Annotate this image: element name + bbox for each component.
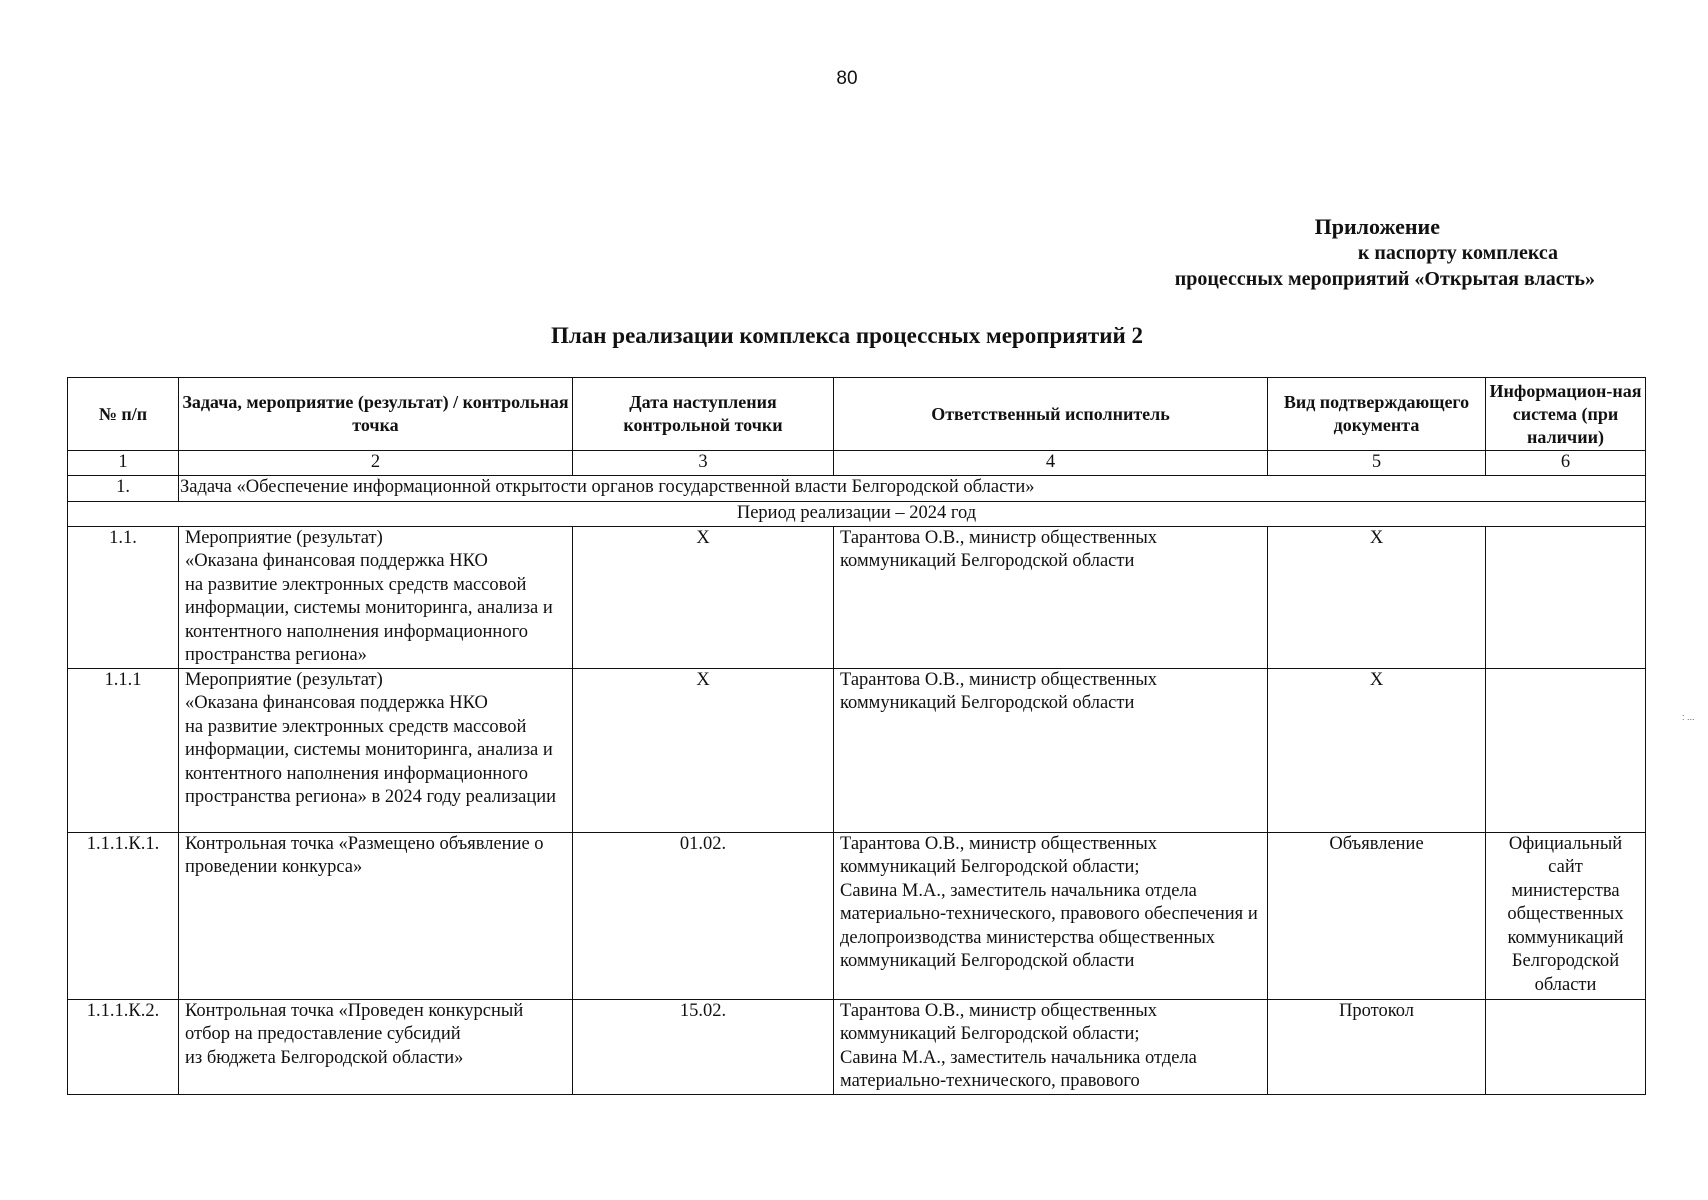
row-executor: Тарантова О.В., министр общественных коммуникаций Белгородской области; Савина М.А., заместитель начальника отдела материально-технического, правового обеспечения и делопроизводства министерства общественных коммуникаций Белгородской области	[834, 832, 1268, 999]
page-number: 80	[836, 68, 858, 89]
row-document: Объявление	[1268, 832, 1486, 999]
row-date: 01.02.	[573, 832, 834, 999]
header-document: Вид подтверждающего документа	[1268, 378, 1486, 451]
header-task: Задача, мероприятие (результат) / контрольная точка	[179, 378, 573, 451]
appendix-subtitle: к паспорту комплекса	[1357, 242, 1558, 264]
table-row	[68, 832, 1646, 999]
column-number: 2	[179, 451, 573, 476]
column-number: 3	[573, 451, 834, 476]
row-executor: Тарантова О.В., министр общественных коммуникаций Белгородской области	[834, 668, 1268, 832]
column-number: 5	[1268, 451, 1486, 476]
column-number: 1	[68, 451, 179, 476]
row-date: 15.02.	[573, 999, 834, 1094]
plan-title: План реализации комплекса процессных мероприятий 2	[551, 323, 1143, 348]
row-date: Х	[573, 526, 834, 668]
row-executor: Тарантова О.В., министр общественных коммуникаций Белгородской области	[834, 526, 1268, 668]
period-text: Период реализации – 2024 год	[68, 501, 1646, 526]
task-number: 1.	[68, 475, 179, 501]
header-system: Информацион-ная система (при наличии)	[1486, 378, 1646, 451]
row-number: 1.1.1.К.1.	[68, 832, 179, 999]
appendix-program: процессных мероприятий «Открытая власть»	[1174, 268, 1595, 290]
column-number: 6	[1486, 451, 1646, 476]
header-date: Дата наступления контрольной точки	[573, 378, 834, 451]
row-system: Официальный сайт министерства общественных коммуникаций Белгородской области	[1486, 832, 1646, 999]
table-row	[68, 999, 1646, 1094]
appendix-title: Приложение	[1314, 214, 1440, 239]
task-row	[68, 475, 1646, 501]
period-row	[68, 501, 1646, 526]
row-number: 1.1.1	[68, 668, 179, 832]
table-row	[68, 526, 1646, 668]
row-document: Х	[1268, 526, 1486, 668]
row-text: Контрольная точка «Проведен конкурсный отбор на предоставление субсидий из бюджета Белгородской области»	[179, 999, 573, 1094]
appendix-header	[1075, 214, 1595, 292]
row-number: 1.1.1.К.2.	[68, 999, 179, 1094]
column-number-row	[68, 451, 1646, 476]
row-text: Контрольная точка «Размещено объявление о проведении конкурса»	[179, 832, 573, 999]
table-row	[68, 668, 1646, 832]
row-number: 1.1.	[68, 526, 179, 668]
row-system	[1486, 999, 1646, 1094]
table-header-row	[68, 378, 1646, 451]
row-system	[1486, 668, 1646, 832]
margin-mark: : ...	[1682, 712, 1695, 722]
header-executor: Ответственный исполнитель	[834, 378, 1268, 451]
task-text: Задача «Обеспечение информационной открытости органов государственной власти Белгородской области»	[179, 475, 1646, 501]
header-number: № п/п	[68, 378, 179, 451]
plan-table	[67, 377, 1646, 1095]
row-date: Х	[573, 668, 834, 832]
column-number: 4	[834, 451, 1268, 476]
row-text: Мероприятие (результат) «Оказана финансовая поддержка НКО на развитие электронных средств массовой информации, системы мониторинга, анализа и контентного наполнения информационного пространства региона»	[179, 526, 573, 668]
row-document: Протокол	[1268, 999, 1486, 1094]
row-system	[1486, 526, 1646, 668]
row-executor: Тарантова О.В., министр общественных коммуникаций Белгородской области; Савина М.А., заместитель начальника отдела материально-технического, правового	[834, 999, 1268, 1094]
row-text: Мероприятие (результат) «Оказана финансовая поддержка НКО на развитие электронных средств массовой информации, системы мониторинга, анализа и контентного наполнения информационного пространства региона» в 2024 году реализации	[179, 668, 573, 832]
row-document: Х	[1268, 668, 1486, 832]
